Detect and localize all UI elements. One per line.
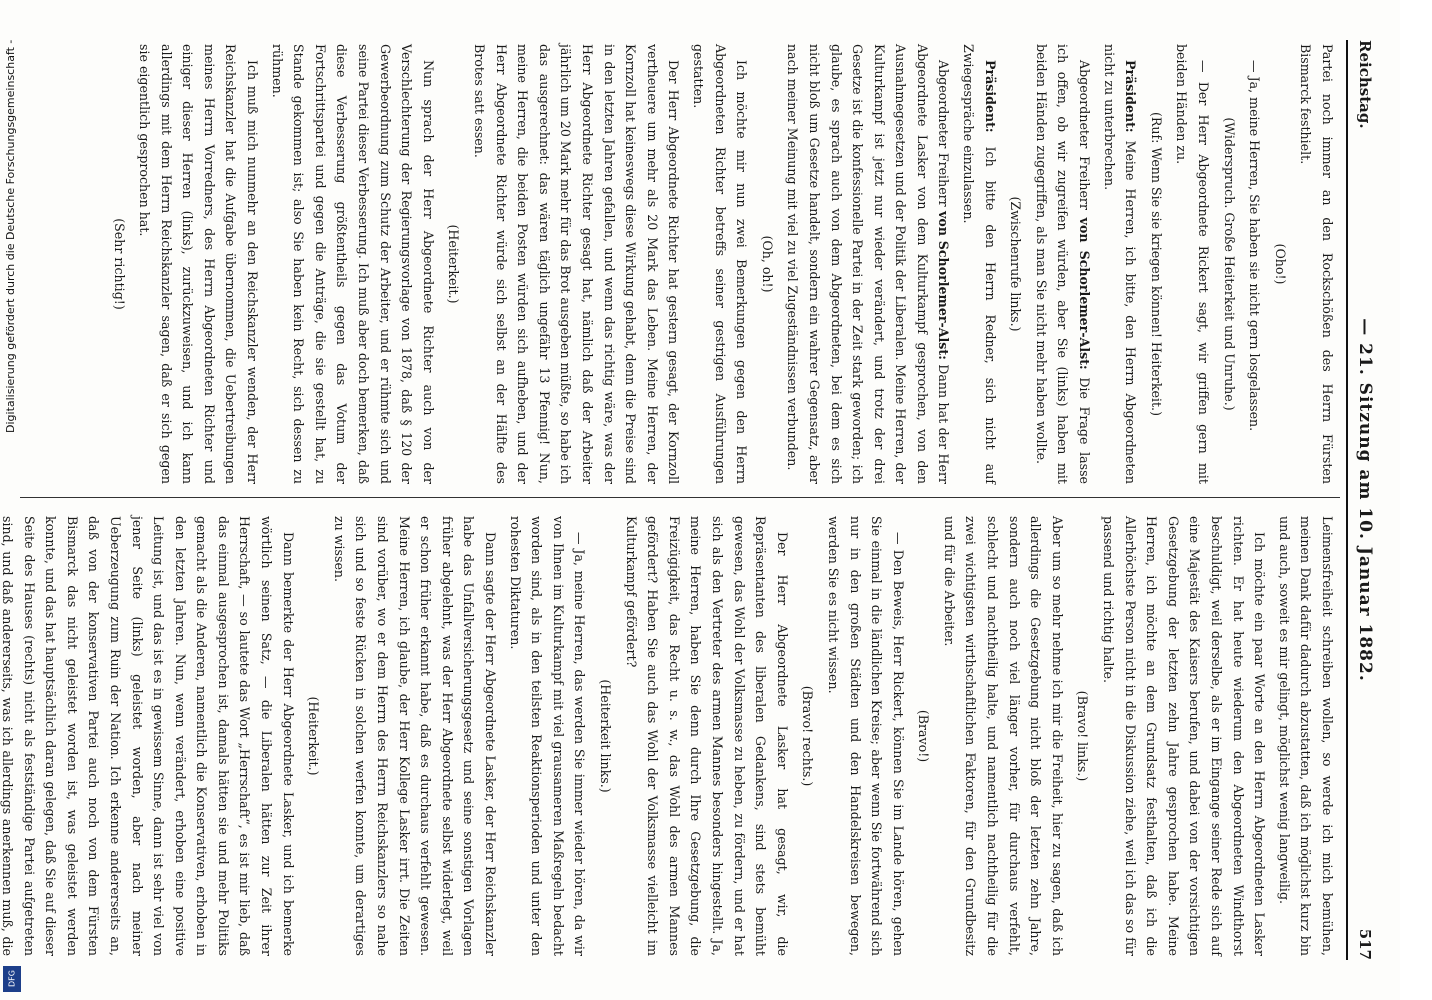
interjection: (Heiterkeit links.) bbox=[598, 679, 613, 793]
paragraph: Präsident: Ich bitte den Herrn Redner, sich nicht auf Zwiegespräche einzulassen. bbox=[961, 44, 998, 484]
header-left: Reichstag. bbox=[1356, 40, 1374, 129]
paragraph: Nun sprach der Herr Abgeordnete Richter auch von der Verschlechterung der Regierungsvorlage von 1878, daß § 120 der Gewerbeordnung zum Schutz der Arbeiter, und er rühmte sich und seine Partei dieser Verbesserung. Ich muß aber doch bemerken, daß diese Verbesserung größtentheils gegen das Votum der Fortschrittspartei und gegen die Anträge, die sie gestellt hat, zu Stande gekommen ist; also Sie haben kein Recht, sich dessen zu rühmen. bbox=[269, 44, 436, 484]
column-divider bbox=[20, 497, 1340, 498]
interjection: (Widerspruch. Große Heiterkeit und Unruhe.) bbox=[1221, 117, 1237, 411]
paragraph: — Ja, meine Herren, das werden Sie immer wieder hören, da wir von Ihnen im Kulturkampf mit viel grausameren Maßregeln bedacht worden sind, als in den teilsten Reaktionsperioden und unter den rohesten Diktaturen. bbox=[507, 516, 588, 956]
paragraph: Der Herr Abgeordnete Richter hat gestern gesagt, der Kornzoll vertheuere um mehr als 20 Mark das Leben. Meine Herren, der Kornzoll hat keineswegs diese Wirkung gehabt, denn die Preise sind in den letzten Jahren gefallen, und wenn das richtig wäre, was der Herr Abgeordnete Richter gesagt hat, nämlich daß der Arbeiter jährlich um 20 Mark mehr für das Brot ausgeben müßte, so habe ich das ausgerechnet: das wären täglich ungefähr 13 Pfennig! Nun, meine Herren, die beiden Posten würden sich aufheben, und der Herr Abgeordnete Richter würde sich selbst an der Hälfte des Brotes satt essen. bbox=[472, 44, 682, 484]
paragraph: — Der Herr Abgeordnete Rickert sagt, wir griffen gern mit beiden Händen zu. bbox=[1174, 44, 1212, 484]
dfg-logo: DFG bbox=[3, 966, 21, 992]
interjection: (Bravo! links.) bbox=[1075, 690, 1091, 782]
page-number: 517 bbox=[1356, 928, 1374, 960]
speaker-name: Präsident: bbox=[982, 60, 998, 133]
interjection: (Sehr richtig!) bbox=[111, 218, 127, 310]
interjection: (Heiterkeit.) bbox=[446, 224, 462, 304]
paragraph: Ich möchte ein paar Worte an den Herrn Abgeordneten Lasker richten. Er hat heute wiederum den Abgeordneten Windthorst beschuldigt, weil derselbe, als er im Eingange seiner Rede sich auf eine Majestät des Kaisers berufen, und dabei von der vorsichtigen Gesetzgebung der letzten zehn Jahre gesprochen habe. Meine Herren, ich möchte an dem Grundsatz festhalten, daß ich die Allerhöchste Person nicht in die Diskussion ziehe, weil ich das so für passend und richtig halte. bbox=[1101, 516, 1268, 956]
speaker-name: von Schorlemer-Alst: bbox=[936, 211, 952, 360]
paragraph: — Den Beweis, Herr Rickert, können Sie im Lande hören, gehen Sie einmal in die ländlichen Kreise; aber wenn Sie fortwährend sich nur in den großen Städten und den Handelskreisen bewegen, werden Sie es nicht wissen. bbox=[825, 516, 906, 956]
interjection: (Ruf: Wenn Sie sie kriegen können! Heiterkeit.) bbox=[1148, 112, 1164, 416]
paragraph: Partei noch immer an den Rockschößen des Herrn Fürsten Bismarck festhielt. bbox=[1298, 44, 1335, 484]
interjection: (Oh, oh!) bbox=[759, 235, 775, 293]
right-column bbox=[0, 516, 1338, 956]
paragraph: Aber um so mehr nehme ich mir die Freiheit, hier zu sagen, daß ich allerdings die Gesetzgebung nicht bloß der letzten zehn Jahre, sondern auch noch viel länger vorher, für durchaus verfehlt, schlecht und nachtheilig halte, und namentlich nachtheilig für die zwei wichtigsten wirthschaftlichen Faktoren, für den Grundbesitz und für die Arbeiter. bbox=[941, 516, 1065, 956]
paragraph: Abgeordneter Freiherr von Schorlemer-Alst: Die Frage lasse ich offen, ob wir zugreifen würden, aber Sie (links) haben mit beiden Händen zugegriffen, als man Sie nicht mehr haben wollte. bbox=[1033, 44, 1093, 484]
interjection: (Bravo!) bbox=[916, 709, 932, 763]
running-header bbox=[1346, 40, 1382, 960]
paragraph: Dann bemerkte der Herr Abgeordnete Lasker, und ich bemerke wörtlich seinen Satz, — die Liberalen hätten zur Zeit ihrer Herrschaft, — so lautete das Wort „Herrschaft“, es ist mir lieb, daß das einmal ausgesprochen ist, damals hätten sie und mehr Politiks gemacht als die Anderen, namentlich die Konservativen, erhoben in den letzten Jahren. Nun, wenn verändert, erhoben eine positive Leitung ist, und das ist es in gewissem Sinne, dann ist sehr viel von jener Seite (links) geleistet worden, aber nach meiner Ueberzeugung zum Ruin der Nation. Ich erkenne andererseits an, daß von der konservativen Partei auch noch von dem Fürsten Bismarck das nicht geleistet worden ist, was geleistet werden konnte, und das hat hauptsächlich daran gelegen, daß Sie auf dieser Seite des Hauses (rechts) nicht als festständige Partei aufgetreten sind, und daß andererseits, was ich allerdings anerkennen muß, die bbox=[0, 516, 296, 956]
paragraph: Ich muß mich nunmehr an den Reichskanzler wenden, der Herr Reichskanzler hat die Aufgabe übernommen, die Uebertreibungen meines Herrn Vorredners, des Herrn Abgeordneten Richter und einiger dieser Herren (links), zurückzuweisen, und ich kann allerdings mit dem Herrn Reichskanzler sagen, daß er sich gegen sie eigentlich gesprochen hat. bbox=[137, 44, 261, 484]
header-title: — 21. Sitzung am 10. Januar 1882. bbox=[1355, 318, 1375, 682]
speaker-name: Präsident: bbox=[1123, 60, 1139, 133]
paragraph: — Ja, meine Herren, Sie haben sie nicht gern losgelassen. bbox=[1247, 60, 1263, 432]
left-column bbox=[28, 44, 1338, 484]
paragraph: Abgeordneter Freiherr von Schorlemer-Alst: Dann hat der Herr Abgeordnete Lasker von dem Kulturkampf gesprochen, von den Ausnahmegesetzen und der Politik der Liberalen. Meine Herren, der Kulturkampf ist jetzt nur wieder verändert, und trotz der drei Gesetze ist die konfessionelle Partei in der Zeit stark geworden; ich glaube, es sprach auch von dem Abgeordneten, bei dem es sich nicht bloß um Gesetze handelt, sondern ein wahrer Gegensatz, aber nach meiner Meinung mit viel zu viel Zugeständnissen verbunden. bbox=[785, 44, 952, 484]
interjection: (Heiterkeit.) bbox=[306, 696, 322, 776]
interjection: (Zwischenrufe links.) bbox=[1008, 196, 1024, 332]
paragraph: Leimensfreiheit schreiben wollen, so werde ich mich bemühen, meinen Dank dafür dadurch abzustatten, daß ich möglichst kurz bin und auch, soweit es mir gelingt, möglichst wenig langweilig. bbox=[1276, 516, 1335, 956]
digitization-credit: Digitalisierung gefördert durch die Deutsche Forschungsgemeinschaft - bbox=[4, 40, 17, 434]
paragraph: Dann sagte der Herr Abgeordnete Lasker, der Herr Reichskanzler habe das Unfallversicherungsgesetz und seine sonstigen Vorlagen früher abgelehnt, was der Herr Abgeordnete selbst widerlegt, weil er schon früher erkannt habe, daß es durchaus verfehlt gewesen. Meine Herren, ich glaube, der Herr Kollege Lasker irrt. Die Zeiten sind vorüber, wo er dem Herrn des Herrn Reichskanzlers so nahe sich und so feste Rücken in solchen werfen konnte, um derartiges zu wissen. bbox=[331, 516, 499, 956]
paragraph: Der Herr Abgeordnete Lasker hat gesagt, wir, die Repräsentanten des liberalen Gedankens, sind stets bemüht gewesen, das Wohl der Volksmasse zu heben, zu fördern, und er hat sich als den Vertreter des armen Mannes besonders hingestellt. Ja, meine Herren, haben Sie denn durch Ihre Gesetzgebung, die Freizügigkeit, das Recht u. s. w., das Wohl des armen Mannes gefördert? Haben Sie auch das Wohl der Volksmasse vielleicht im Kulturkampf gefördert? bbox=[623, 516, 790, 956]
interjection: (Bravo! rechts.) bbox=[800, 685, 816, 787]
paragraph: Präsident: Meine Herren, ich bitte, den Herrn Abgeordneten nicht zu unterbrechen. bbox=[1101, 44, 1139, 484]
interjection: (Oho!) bbox=[1272, 243, 1288, 285]
paragraph: Ich möchte mir nun zwei Bemerkungen gegen den Herrn Abgeordneten Richter betreffs seiner gestrigen Ausführungen gestatten. bbox=[690, 44, 750, 484]
speaker-name: von Schorlemer-Alst: bbox=[1077, 217, 1093, 370]
